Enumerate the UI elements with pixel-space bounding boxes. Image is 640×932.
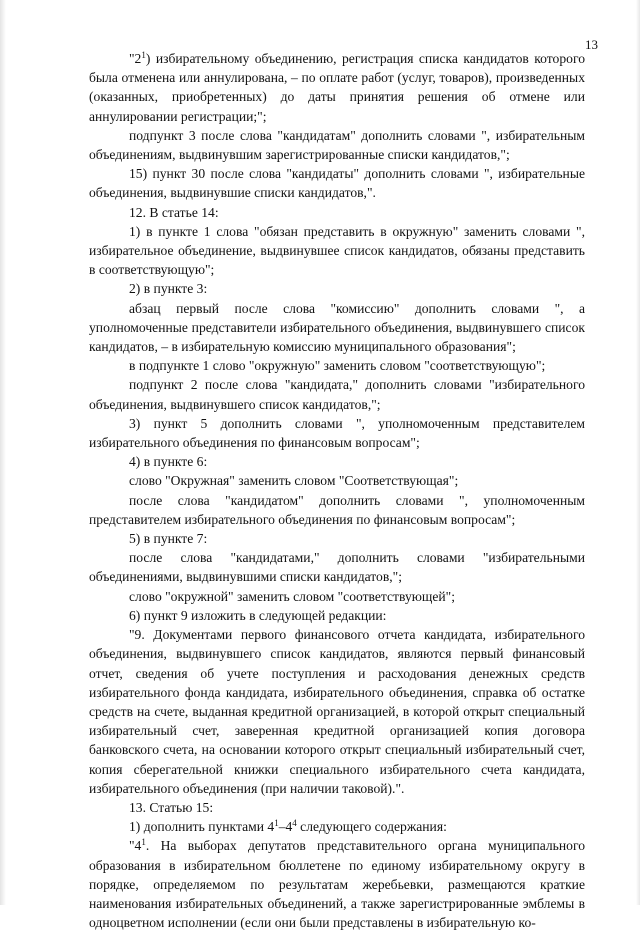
paragraph <box>89 356 585 375</box>
document-body <box>89 49 585 932</box>
paragraph <box>89 548 585 586</box>
paragraph <box>89 203 585 222</box>
paragraph <box>89 529 585 548</box>
paragraph-text: 1) дополнить пунктами 4 <box>129 819 275 835</box>
paragraph <box>89 49 585 126</box>
paragraph-text: ) избирательному объединению, регистрация списка кандидатов которого была отменена или аннулирована, – по оплате работ (услуг, товаров), произведенных (оказанных, приобретенных) до даты принятия решения об отмене или аннулировании регистрации;"; <box>89 51 585 124</box>
paragraph-text: "9. Документами первого финансового отчета кандидата, избирательного объединения, выдвинувшего список кандидатов, являются первый финансовый отчет, сведения об учете поступления и расходования денежных средств избирательного фонда кандидата, избирательного объединения, справка об остатке средств на счете, выданная кредитной организацией, в которой открыт специальный избирательный счет, заверенная кредитной организацией копия договора банковского счета, на основании которого открыт специальный избирательный счет, копия сберегательной книжки специального избирательного счета кандидата, избирательного объединения (при наличии таковой).". <box>89 627 585 796</box>
paragraph <box>89 375 585 413</box>
page-number: 13 <box>585 37 598 52</box>
superscript: 1 <box>141 837 146 848</box>
paragraph-text: 3) пункт 5 дополнить словами ", уполномоченным представителем избирательного объединения по финансовым вопросам"; <box>89 415 585 451</box>
paragraph-text: "4 <box>129 838 142 854</box>
paragraph-text: после слова "кандидатами," дополнить словами "избирательными объединениями, выдвинувшими списки кандидатов,"; <box>89 550 585 585</box>
paragraph-text: 13. Статью 15: <box>129 799 214 815</box>
paragraph-text: "2 <box>129 51 142 66</box>
paragraph-text: после слова "кандидатом" дополнить словами ", уполномоченным представителем избирательного объединения по финансовым вопросам"; <box>89 492 585 527</box>
paragraph <box>89 471 585 490</box>
paragraph <box>89 817 585 836</box>
paragraph-text: 12. В статье 14: <box>129 204 219 220</box>
paragraph <box>89 625 585 798</box>
paragraph-text: 1) в пункте 1 слова "обязан представить в окружную" заменить словами ", избирательное объединение, выдвинувшее список кандидатов, обязаны представить в соответствующую"; <box>89 223 585 278</box>
paragraph-text: 15) пункт 30 после слова "кандидаты" дополнить словами ", избирательные объединения, выдвинувшие списки кандидатов,". <box>89 166 585 201</box>
paragraph <box>89 452 585 471</box>
paragraph <box>89 491 585 529</box>
paragraph-text: подпункт 3 после слова "кандидатам" дополнить словами ", избирательным объединениям, выдвинувшим зарегистрированные списки кандидатов,"; <box>89 127 585 163</box>
paragraph <box>89 126 585 164</box>
superscript: 1 <box>141 50 146 60</box>
paragraph-text: 4) в пункте 6: <box>129 454 208 470</box>
paragraph <box>89 222 585 280</box>
paragraph <box>89 798 585 817</box>
paragraph <box>89 414 585 452</box>
paragraph <box>89 836 585 932</box>
paragraph-text: абзац первый после слова "комиссию" дополнить словами ", а уполномоченные представители избирательного объединения, выдвинувшего список кандидатов, – в избирательную комиссию муниципального образования"; <box>89 300 585 355</box>
paragraph-text: 6) пункт 9 изложить в следующей редакции: <box>129 607 387 623</box>
paragraph-text: слово "окружной" заменить словом "соответствующей"; <box>129 588 456 604</box>
paragraph-text: следующего содержания: <box>296 819 447 835</box>
paragraph-text: –4 <box>278 819 293 835</box>
paragraph <box>89 299 585 357</box>
scan-edge-left <box>0 0 6 905</box>
paragraph <box>89 164 585 202</box>
paragraph-text: . На выборах депутатов представительного органа муниципального образования в избирательном бюллетене по единому избирательному округу в порядке, определяемом по результатам жеребьевки, размещаются краткие наименования избирательных объединений, а также зарегистрированные эмблемы в одноцветном исполнении (если они были представлены в избирательную ко- <box>89 838 585 931</box>
paragraph-text: 5) в пункте 7: <box>129 531 208 547</box>
paragraph-text: слово "Окружная" заменить словом "Соответствующая"; <box>129 473 459 489</box>
paragraph-text: в подпункте 1 слово "окружную" заменить словом "соответствующую"; <box>129 358 546 374</box>
paragraph-text: подпункт 2 после слова "кандидата," дополнить словами "избирательного объединения, выдвинувшего список кандидатов,"; <box>89 377 585 412</box>
superscript: 4 <box>292 818 297 829</box>
paragraph <box>89 279 585 298</box>
superscript: 1 <box>274 818 279 829</box>
scan-edge-right <box>636 0 640 905</box>
paragraph <box>89 606 585 625</box>
paragraph <box>89 587 585 606</box>
paragraph-text: 2) в пункте 3: <box>129 281 208 297</box>
